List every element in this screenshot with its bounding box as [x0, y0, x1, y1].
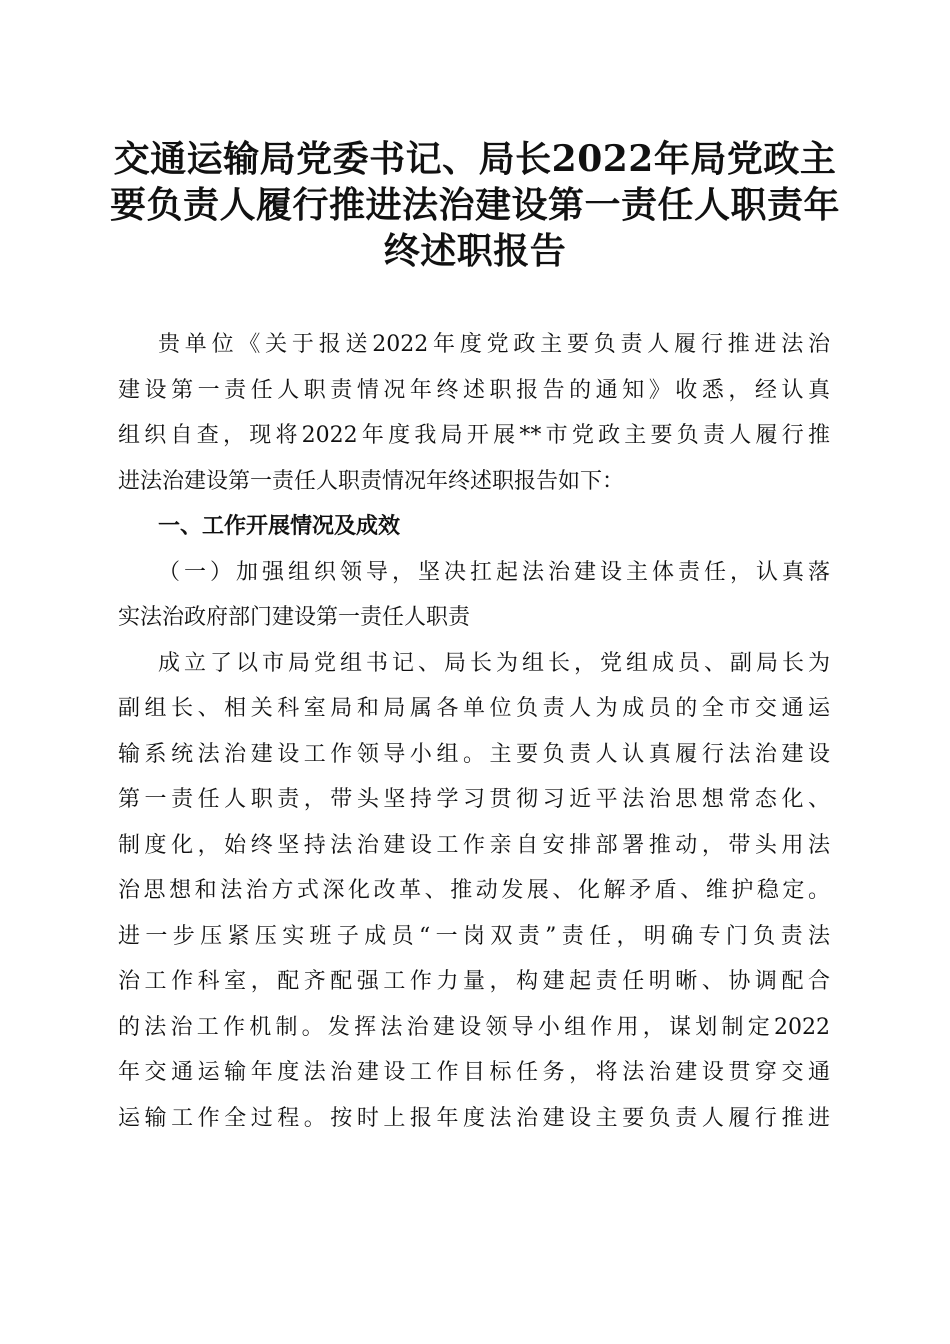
body-paragraph	[118, 641, 830, 1142]
text-line: 成立了以市局党组书记、局长为组长，党组成员、副局长为	[158, 650, 830, 676]
text-line: 副组长、相关科室局和局属各单位负责人为成员的全市交通运	[118, 696, 830, 721]
text-line: 进一步压紧压实班子成员“一岗双责”责任，明确专门负责法	[118, 923, 830, 949]
text-line: 组织自查，现将2022年度我局开展**市党政主要负责人履行推	[118, 423, 830, 448]
text-line: 治思想和法治方式深化改革、推动发展、化解矛盾、维护稳定。	[118, 878, 830, 903]
text-line: 制度化，始终坚持法治建设工作亲自安排部署推动，带头用法	[118, 832, 830, 858]
text-line: 实法治政府部门建设第一责任人职责	[118, 605, 471, 630]
text-line: 第一责任人职责，带头坚持学习贯彻习近平法治思想常态化、	[118, 787, 830, 812]
text-line: （一）加强组织领导，坚决扛起法治建设主体责任，认真落	[158, 559, 830, 585]
text-line: 进法治建设第一责任人职责情况年终述职报告如下：	[118, 468, 625, 494]
text-line: 年交通运输年度法治建设工作目标任务，将法治建设贯穿交通	[118, 1060, 830, 1085]
subsection-heading	[118, 550, 830, 641]
text-line: 贵单位《关于报送2022年度党政主要负责人履行推进法治	[158, 332, 830, 357]
title-line: 交通运输局党委书记、局长2022年局党政主	[113, 138, 837, 180]
title-line: 要负责人履行推进法治建设第一责任人职责年	[110, 184, 841, 226]
text-line: 运输工作全过程。按时上报年度法治建设主要负责人履行推进	[118, 1105, 830, 1131]
title-line: 终述职报告	[383, 230, 567, 272]
text-line: 的法治工作机制。发挥法治建设领导小组作用，谋划制定2022	[118, 1014, 830, 1040]
text-line: 输系统法治建设工作领导小组。主要负责人认真履行法治建设	[118, 741, 830, 767]
document-title	[110, 136, 840, 274]
text-line: 建设第一责任人职责情况年终述职报告的通知》收悉，经认真	[118, 377, 830, 403]
text-line: 治工作科室，配齐配强工作力量，构建起责任明晰、协调配合	[118, 969, 830, 994]
intro-paragraph	[118, 322, 830, 504]
section-heading: 一、工作开展情况及成效	[158, 514, 401, 539]
document-body	[118, 322, 830, 1141]
